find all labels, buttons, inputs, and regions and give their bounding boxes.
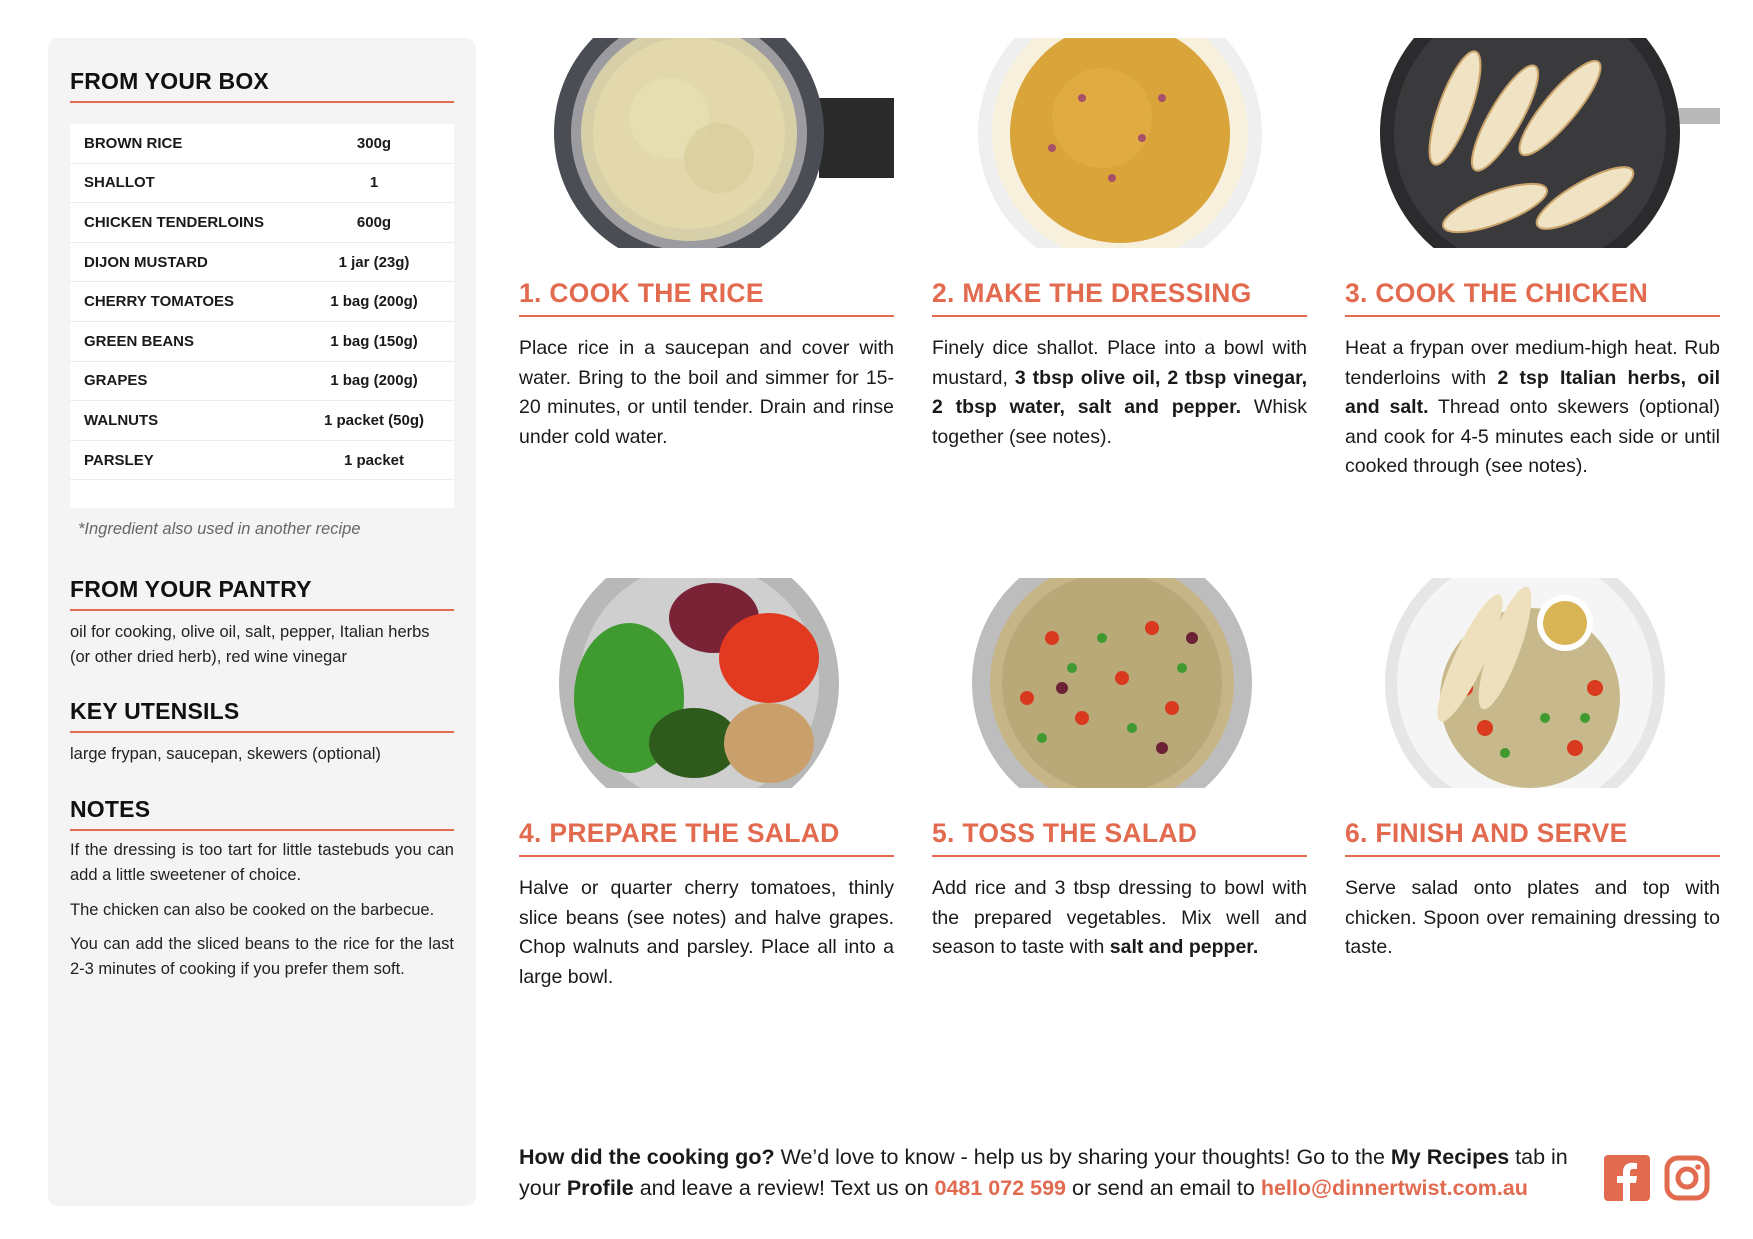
step-1-title: 1. COOK THE RICE	[519, 278, 894, 317]
step-3-photo-chicken-skewers	[1345, 38, 1720, 248]
step-text-segment: Finely dice shallot. Place into a bowl with mustard,	[932, 337, 1307, 389]
ingredient-row	[70, 441, 454, 481]
profile-link[interactable]: Profile	[566, 1176, 634, 1200]
ingredient-quantity: 1	[369, 174, 379, 192]
ingredient-quantity: 1 bag (150g)	[330, 332, 418, 350]
note-item: You can add the sliced beans to the rice for the last 2-3 minutes of cooking if you prefer them soft.	[70, 935, 454, 978]
step-5-text	[932, 874, 1307, 963]
utensils-text: large frypan, saucepan, skewers (optional)	[70, 745, 381, 763]
ingredient-row	[70, 124, 454, 164]
footer-question: How did the cooking go?	[519, 1145, 775, 1169]
notes-heading: NOTES	[70, 796, 454, 831]
ingredient-name: CHERRY TOMATOES	[84, 293, 235, 311]
ingredient-quantity: 1 packet	[343, 451, 405, 469]
facebook-icon[interactable]	[1604, 1155, 1650, 1201]
step-5-title: 5. TOSS THE SALAD	[932, 818, 1307, 857]
step-text-segment: 3 tbsp olive oil, 2 tbsp vinegar, 2 tbsp water, salt and pepper.	[932, 366, 1308, 418]
ingredient-row	[70, 243, 454, 283]
step-1-photo-rice-in-strainer	[519, 38, 894, 248]
step-5-photo-tossed-salad	[932, 578, 1307, 788]
feedback-footer	[519, 1142, 1569, 1204]
step-text-segment: Thread onto skewers (optional) and cook for 4-5 minutes each side or until cooked through (see notes).	[1345, 396, 1720, 477]
ingredient-row	[70, 164, 454, 204]
ingredient-name: GRAPES	[84, 372, 148, 390]
footer-text: and leave a review! Text us on	[633, 1176, 935, 1200]
footer-text: tab in your	[519, 1145, 1568, 1200]
step-text-segment: Halve or quarter cherry tomatoes, thinly slice beans (see notes) and halve grapes. Chop walnuts and parsley. Place all into a large bowl.	[519, 877, 894, 988]
ingredient-quantity: 600g	[356, 213, 392, 231]
step-6-photo-plated-dish	[1345, 578, 1720, 788]
ingredient-name: PARSLEY	[84, 451, 154, 469]
step-2-text	[932, 334, 1307, 452]
from-your-pantry-heading: FROM YOUR PANTRY	[70, 576, 454, 611]
step-4-text	[519, 874, 894, 992]
footer-text: We’d love to know - help us by sharing your thoughts! Go to the	[774, 1145, 1391, 1169]
phone-link[interactable]: 0481 072 599	[934, 1176, 1067, 1200]
step-text-segment: salt and pepper.	[1109, 936, 1259, 958]
ingredient-row	[70, 203, 454, 243]
ingredient-quantity: 1 bag (200g)	[330, 293, 418, 311]
step-text-segment: Place rice in a saucepan and cover with water. Bring to the boil and simmer for 15-20 minutes, or until tender. Drain and rinse under cold water.	[519, 337, 894, 448]
ingredient-name: CHICKEN TENDERLOINS	[84, 213, 265, 231]
ingredient-footnote: *Ingredient also used in another recipe	[78, 520, 361, 538]
ingredient-name: GREEN BEANS	[84, 332, 195, 350]
ingredient-name: SHALLOT	[84, 174, 155, 192]
step-text-segment: Serve salad onto plates and top with chicken. Spoon over remaining dressing to taste.	[1345, 877, 1720, 958]
ingredient-name: BROWN RICE	[84, 134, 183, 152]
step-4-title: 4. PREPARE THE SALAD	[519, 818, 894, 857]
pantry-text: oil for cooking, olive oil, salt, pepper, Italian herbs (or other dried herb), red wine vinegar	[70, 623, 430, 666]
ingredient-row	[70, 322, 454, 362]
ingredient-name: WALNUTS	[84, 411, 159, 429]
note-item: The chicken can also be cooked on the barbecue.	[70, 900, 435, 919]
notes-list	[70, 838, 454, 992]
from-your-box-heading: FROM YOUR BOX	[70, 68, 454, 103]
key-utensils-heading: KEY UTENSILS	[70, 698, 454, 733]
ingredient-quantity: 1 packet (50g)	[323, 411, 425, 429]
ingredient-name: DIJON MUSTARD	[84, 253, 208, 271]
ingredients-sidebar	[48, 38, 476, 1206]
step-1-text	[519, 334, 894, 452]
ingredient-quantity: 1 jar (23g)	[338, 253, 410, 271]
ingredient-quantity: 300g	[356, 134, 392, 152]
step-text-segment: Whisk together (see notes).	[932, 396, 1307, 448]
step-4-photo-salad-ingredients	[519, 578, 894, 788]
step-text-segment: 2 tsp Italian herbs, oil and salt.	[1345, 366, 1720, 418]
step-6-text	[1345, 874, 1720, 963]
footer-text: or send an email to	[1066, 1176, 1261, 1200]
ingredient-table	[70, 124, 454, 508]
my-recipes-link[interactable]: My Recipes	[1390, 1145, 1510, 1169]
ingredient-row	[70, 282, 454, 322]
ingredient-row	[70, 362, 454, 402]
ingredient-row	[70, 401, 454, 441]
instagram-icon[interactable]	[1664, 1155, 1710, 1201]
step-text-segment: Heat a frypan over medium-high heat. Rub tenderloins with	[1345, 337, 1720, 389]
step-3-title: 3. COOK THE CHICKEN	[1345, 278, 1720, 317]
ingredient-quantity: 1 bag (200g)	[330, 372, 418, 390]
note-item: If the dressing is too tart for little tastebuds you can add a little sweetener of choice.	[70, 841, 454, 884]
step-2-title: 2. MAKE THE DRESSING	[932, 278, 1307, 317]
step-6-title: 6. FINISH AND SERVE	[1345, 818, 1720, 857]
step-text-segment: Add rice and 3 tbsp dressing to bowl with the prepared vegetables. Mix well and season to taste with	[932, 877, 1307, 958]
step-2-photo-dressing-bowl	[932, 38, 1307, 248]
step-3-text	[1345, 334, 1720, 482]
email-link[interactable]: hello@dinnertwist.com.au	[1260, 1176, 1528, 1200]
